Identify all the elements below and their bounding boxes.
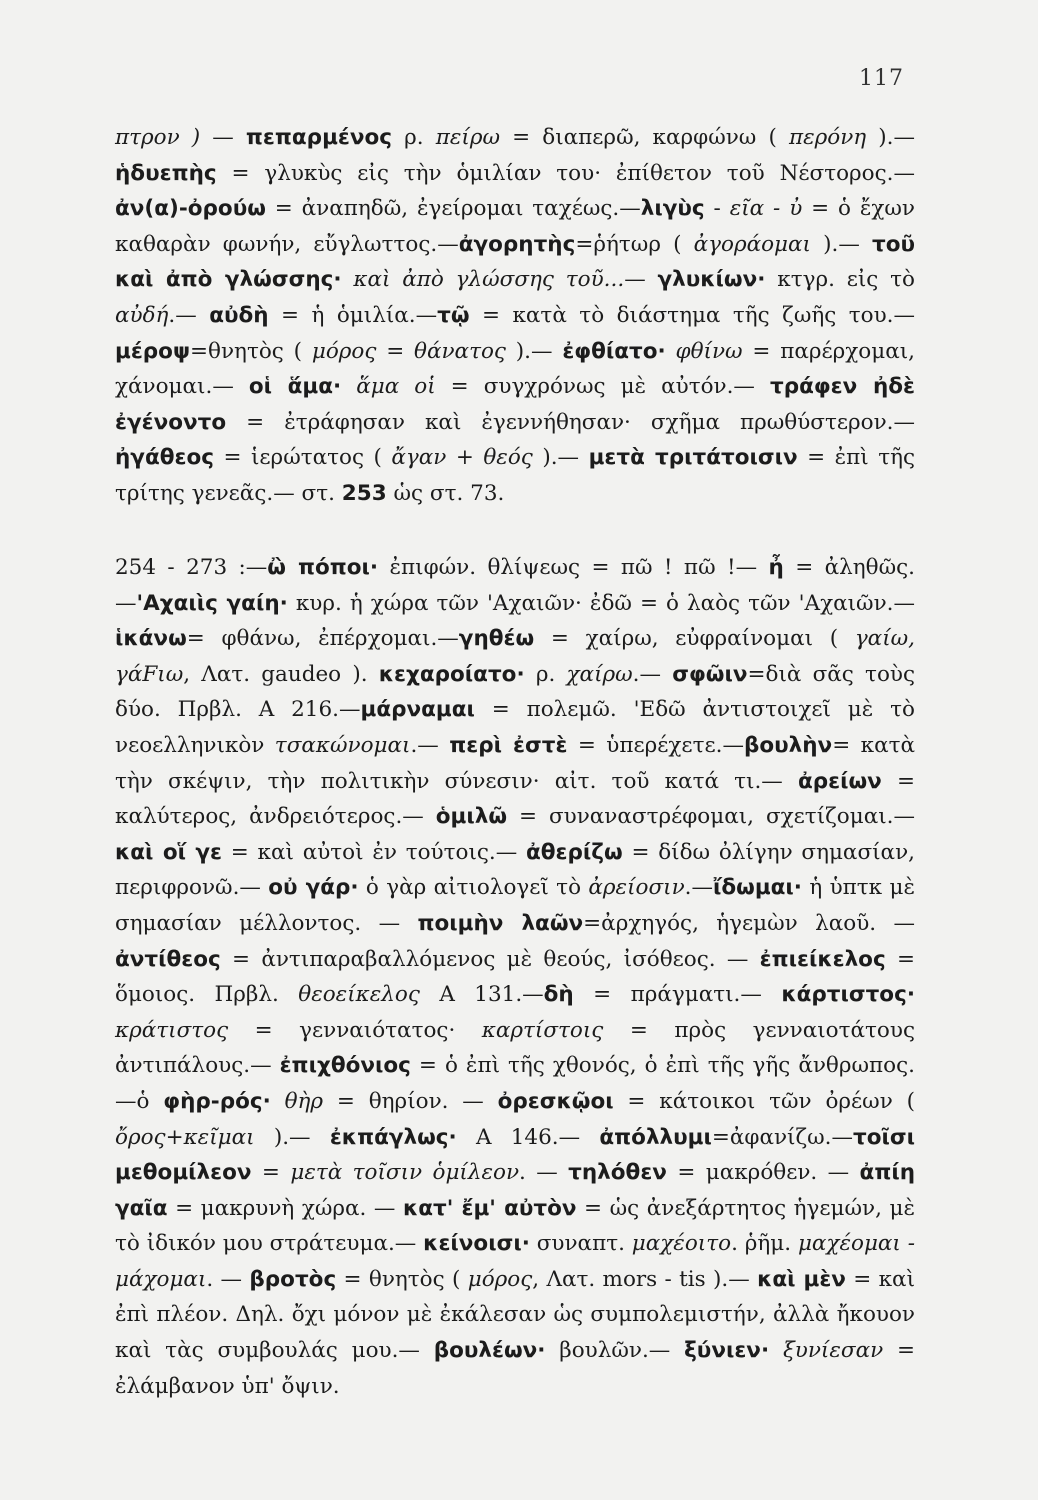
italic-gloss: φθίνω (675, 338, 743, 364)
gloss-text: =ῥήτωρ ( (575, 231, 694, 257)
lemma-term: καὶ μὲν (757, 1266, 846, 1292)
gloss-text: 254 - 273 :— (115, 555, 268, 580)
gloss-text (271, 1089, 285, 1114)
gloss-text: . ῥῆμ. (731, 1231, 798, 1257)
lemma-term: ἠγάθεος (115, 445, 214, 471)
gloss-text: = (251, 1160, 291, 1186)
lemma-term: ἦ (768, 555, 784, 580)
lemma-term: μάρναμαι (360, 697, 475, 723)
lemma-term: τῷ (437, 302, 470, 328)
gloss-text: = καὶ ἐπὶ πλέον. Δηλ. ὄχι μόνον μὲ ἐκάλεσαν ὡς συμπολεμιστήν, ἀλλὰ ἤκουον καὶ τὰς συμβουλάς μου.— (115, 1266, 916, 1364)
gloss-text: ἐπιφών. θλίψεως = πῶ ! πῶ !— (378, 555, 769, 580)
lemma-term: μέροψ (115, 338, 191, 364)
lemma-term: ἐκπάγλως· (329, 1124, 457, 1150)
lemma-term: ἡδυεπὴς (115, 160, 217, 186)
italic-gloss: κράτιστος (115, 1017, 229, 1043)
lemma-term: ποιμὴν λαῶν (417, 910, 584, 936)
gloss-text: = ἐτράφησαν καὶ ἐγεννήθησαν· σχῆμα πρωθύστερον.— (226, 409, 915, 435)
commentary-paragraph (115, 550, 915, 1404)
gloss-text: = δίδω ὀλίγην σημασίαν, περιφρονῶ.— (115, 839, 915, 901)
lemma-term: λιγὺς (640, 196, 705, 222)
commentary-paragraph (115, 120, 915, 512)
gloss-text: ἡ ὑπτκ μὲ σημασίαν μέλλοντος. — (115, 875, 915, 936)
italic-gloss: γαίω, γάFιω (115, 626, 915, 687)
gloss-text: ρ. (392, 125, 436, 150)
gloss-text: — (624, 267, 658, 293)
lemma-term: ἴδωμαι· (712, 875, 802, 901)
italic-gloss: ἀρείοσιν (588, 875, 685, 901)
gloss-text: συναπτ. (529, 1231, 632, 1257)
gloss-text: , Λατ. gaudeo ). (183, 661, 379, 687)
italic-gloss: μαχέομαι - μάχομαι (115, 1231, 915, 1292)
gloss-text: = μακρόθεν. — (666, 1160, 860, 1186)
gloss-text: = κατὰ τὸ διάστημα τῆς ζωῆς του.— (469, 302, 915, 328)
lemma-term: τοῖσι μεθομίλεον (115, 1124, 916, 1186)
lemma-term: τηλόθεν (568, 1160, 667, 1186)
italic-gloss: εῖα - ὐ (729, 196, 803, 222)
gloss-text: = ὅμοιος. Πρβλ. (115, 946, 915, 1008)
lemma-term: βουλέων· (433, 1338, 546, 1364)
gloss-text: ὁ γὰρ αἰτιολογεῖ τὸ (358, 875, 589, 901)
italic-gloss: μόρος (467, 1266, 533, 1292)
gloss-text: = κατὰ τὴν σκέψιν, τὴν πολιτικὴν σύνεσιν· αἰτ. τοῦ κατά τι.— (115, 732, 916, 794)
gloss-text: = πρὸς γενναιοτάτους ἀντιπάλους.— (115, 1017, 915, 1079)
lemma-term: γηθέω (458, 626, 535, 652)
lemma-term: ἀγορητὴς (458, 231, 576, 257)
lemma-term: ἐφθίατο· (562, 338, 666, 364)
page-number: 117 (859, 66, 904, 91)
lemma-term: κεχαροίατο· (378, 661, 525, 687)
lemma-term: βροτὸς (249, 1266, 337, 1292)
italic-gloss: μαχέοιτο (631, 1231, 732, 1257)
gloss-text: = ὁ ἐπὶ τῆς χθονός, ὁ ἐπὶ τῆς γῆς ἄνθρωπος.—ὁ (115, 1053, 915, 1114)
lemma-term: κείνοισι· (423, 1231, 530, 1257)
gloss-text: .— (632, 661, 673, 687)
italic-gloss: πείρω (435, 125, 501, 150)
gloss-text: =διὰ σᾶς τοὺς δύο. Πρβλ. Α 216.— (115, 661, 916, 723)
lemma-term: ἀντίθεος (115, 946, 221, 972)
lemma-term: σφῶιν (672, 661, 748, 687)
gloss-text: ).— (866, 125, 915, 150)
gloss-text: = πράγματι.— (573, 982, 782, 1008)
italic-gloss: ἅμα οἱ (356, 374, 436, 400)
gloss-text: =θνητὸς ( (190, 338, 312, 364)
gloss-text: - (704, 196, 730, 222)
commentary-block-lines-254-273 (115, 550, 915, 1404)
italic-gloss: αὐδή (115, 302, 169, 328)
lemma-term: δὴ (543, 982, 574, 1008)
italic-gloss: καὶ ἀπὸ γλώσσης τοῦ... (353, 267, 625, 293)
lemma-term: ἀν(α)-ὀρούω (115, 196, 266, 222)
italic-gloss: θεοείκελος (298, 982, 420, 1008)
gloss-text: = ὑπερέχετε.— (567, 732, 744, 758)
gloss-text: . — (519, 1160, 569, 1186)
gloss-text: = φθάνω, ἐπέρχομαι.— (186, 626, 459, 652)
lemma-term: ὢ πόποι· (267, 555, 379, 580)
gloss-text: = καὶ αὐτοὶ ἐν τούτοις.— (222, 839, 527, 865)
gloss-text: = ἐπὶ τῆς τρίτης γενεᾶς.— στ. (115, 445, 916, 506)
lemma-term: καὶ οἵ γε (115, 839, 223, 865)
gloss-text: = ὡς ἀνεξάρτητος ἡγεμών, μὲ τὸ ἰδικόν μου στράτευμα.— (115, 1195, 915, 1257)
gloss-text: Α 131.— (419, 982, 544, 1008)
gloss-text: = μακρυνὴ χώρα. — (167, 1195, 403, 1221)
gloss-text: ).— (532, 445, 589, 471)
gloss-text: .— (410, 732, 450, 758)
gloss-text: . — (206, 1266, 250, 1292)
lemma-term: φὴρ-ρός· (163, 1088, 271, 1114)
lemma-term: αὐδὴ (209, 302, 269, 328)
gloss-text: , Λατ. mors - tis ).— (532, 1266, 758, 1292)
italic-gloss: μετὰ τοῖσιν ὁμίλεον (290, 1160, 520, 1186)
lemma-term: 253 (341, 480, 387, 506)
lemma-term: ἐπιείκελος (759, 946, 886, 972)
italic-gloss: θὴρ (284, 1088, 324, 1114)
gloss-text: =ἀφανίζω.— (711, 1124, 854, 1150)
gloss-text: = γλυκὺς εἰς τὴν ὁμιλίαν του· ἐπίθετον τοῦ Νέστορος.— (216, 160, 915, 186)
lemma-term: οἱ ἅμα· (248, 374, 342, 400)
gloss-text: = ἀντιπαραβαλλόμενος μὲ θεούς, ἰσόθεος. — (220, 946, 760, 972)
gloss-text (342, 267, 354, 292)
lemma-term: κατ' ἔμ' αὐτὸν (402, 1195, 577, 1221)
lemma-term: ὀρεσκῷοι (497, 1088, 614, 1114)
gloss-text: = διαπερῶ, καρφώνω ( (500, 125, 789, 150)
lemma-term: οὐ γάρ· (268, 875, 359, 901)
italic-gloss: περόνη (788, 125, 867, 150)
italic-gloss: ἀγοράομαι (693, 231, 811, 257)
gloss-text: =ἀρχηγός, ἡγεμὼν λαοῦ. — (583, 910, 915, 936)
gloss-text: βουλῶν.— (545, 1338, 685, 1364)
italic-gloss: ἄγαν + θεός (391, 445, 533, 471)
gloss-text: = καλύτερος, ἀνδρειότερος.— (115, 768, 915, 830)
gloss-text: ὡς στ. 73. (386, 480, 505, 506)
gloss-text: ).— (810, 231, 872, 257)
lemma-term: ξύνιεν· (684, 1338, 770, 1364)
gloss-text: ρ. (524, 661, 567, 687)
gloss-text: ).— (505, 338, 563, 364)
lemma-term: 'Αχαιὶς γαίη· (136, 590, 288, 616)
lemma-term: ἱκάνω (115, 626, 187, 652)
gloss-text: = πολεμῶ. 'Εδῶ ἀντιστοιχεῖ μὲ τὸ νεοελληνικὸν (115, 697, 915, 758)
gloss-text: = θνητὸς ( (336, 1266, 468, 1292)
italic-gloss: τσακώνομαι (274, 732, 411, 758)
gloss-text: = ἀναπηδῶ, ἐγείρομαι ταχέως.— (265, 196, 641, 222)
gloss-text: ).— (254, 1124, 330, 1150)
gloss-text (666, 339, 676, 364)
lemma-term: κάρτιστος· (781, 982, 915, 1008)
lemma-term: βουλὴν (743, 732, 833, 758)
gloss-text: .— (684, 875, 713, 901)
italic-gloss: καρτίστοις (481, 1017, 604, 1043)
lemma-term: γλυκίων· (657, 267, 766, 293)
gloss-text: = ἱερώτατος ( (213, 445, 392, 471)
gloss-text (341, 374, 356, 399)
italic-gloss: ξυνίεσαν (782, 1338, 884, 1364)
gloss-text: = συγχρόνως μὲ αὐτόν.— (435, 374, 770, 400)
gloss-text: = γενναιότατος· (228, 1017, 482, 1043)
commentary-block-lines-1-12 (115, 120, 915, 512)
gloss-text: = ἐλάμβανον ὑπ' ὄψιν. (115, 1338, 915, 1399)
lemma-term: ἀπόλλυμι (599, 1124, 712, 1150)
lemma-term: ἀπίη γαῖα (115, 1160, 916, 1221)
gloss-text: = ἡ ὁμιλία.— (268, 302, 438, 328)
lemma-term: μετὰ τριτάτοισιν (588, 445, 798, 471)
gloss-text: Α 146.— (456, 1124, 600, 1150)
gloss-text: = ὁ ἔχων καθαρὰν φωνήν, εὔγλωττος.— (115, 196, 915, 257)
lemma-term: περὶ ἐστὲ (449, 732, 568, 758)
gloss-text: = συναναστρέφομαι, σχετίζομαι.— (507, 804, 915, 830)
gloss-text: = θηρίον. — (323, 1088, 498, 1114)
italic-gloss: μόρος = θάνατος (311, 338, 506, 364)
gloss-text: = παρέρχομαι, χάνομαι.— (115, 338, 915, 400)
gloss-text: — (200, 125, 246, 150)
lemma-term: ὁμιλῶ (435, 804, 508, 830)
italic-gloss: ὄρος+κεῖμαι (115, 1124, 255, 1150)
lemma-term: ἀρείων (797, 768, 882, 794)
gloss-text: .— (168, 302, 210, 328)
lemma-term: πεπαρμένος (245, 125, 393, 150)
lemma-term: ἀθερίζω (526, 839, 623, 865)
gloss-text: = ἀληθῶς.— (115, 555, 916, 616)
italic-gloss: πτρον ) (115, 125, 201, 150)
gloss-text: = κάτοικοι τῶν ὀρέων ( (613, 1088, 915, 1114)
gloss-text: κυρ. ἡ χώρα τῶν 'Αχαιῶν· ἐδῶ = ὁ λαὸς τῶν 'Αχαιῶν.— (287, 590, 915, 616)
gloss-text: = χαίρω, εὐφραίνομαι ( (534, 626, 855, 652)
lemma-term: ἐπιχθόνιος (279, 1053, 411, 1079)
lemma-term: τράφεν ἠδὲ ἐγένοντο (115, 374, 915, 435)
gloss-text (769, 1338, 783, 1363)
gloss-text: κτγρ. εἰς τὸ (765, 267, 915, 293)
lemma-term: τοῦ καὶ ἀπὸ γλώσσης· (115, 231, 915, 293)
italic-gloss: χαίρω (566, 661, 633, 687)
